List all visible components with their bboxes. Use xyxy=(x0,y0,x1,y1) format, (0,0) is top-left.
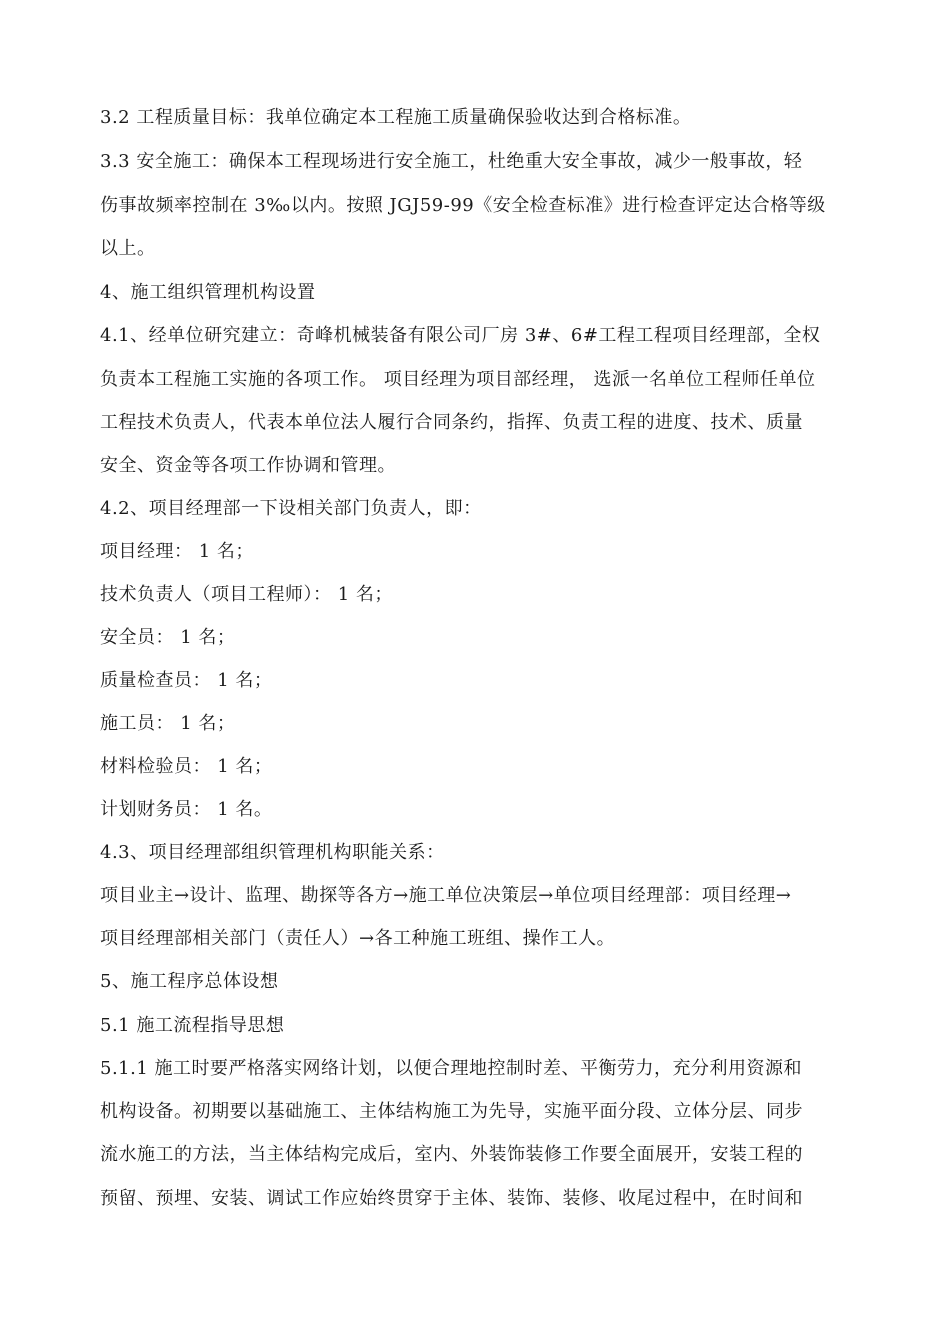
staff-list-item: 质量检查员： 1 名； xyxy=(100,670,273,691)
text-line: 3.2 工程质量目标：我单位确定本工程施工质量确保验收达到合格标准。 xyxy=(100,107,692,128)
section-heading: 4、施工组织管理机构设置 xyxy=(100,282,316,303)
subsection-heading: 5.1 施工流程指导思想 xyxy=(100,1015,285,1036)
text-line: 机构设备。初期要以基础施工、主体结构施工为先导，实施平面分段、立体分层、同步 xyxy=(100,1101,803,1122)
text-line: 伤事故频率控制在 3‰以内。按照 JGJ59-99《安全检查标准》进行检查评定达合格等级 xyxy=(100,195,826,216)
staff-list-item: 技术负责人（项目工程师）： 1 名； xyxy=(100,584,393,605)
staff-list-item: 安全员： 1 名； xyxy=(100,627,236,648)
text-line: 4.2、项目经理部一下设相关部门负责人，即： xyxy=(100,498,482,519)
text-line: 预留、预埋、安装、调试工作应始终贯穿于主体、装饰、装修、收尾过程中，在时间和 xyxy=(100,1188,803,1209)
staff-list-item: 项目经理： 1 名； xyxy=(100,541,254,562)
text-line: 负责本工程施工实施的各项工作。 项目经理为项目部经理， 选派一名单位工程师任单位 xyxy=(100,369,816,390)
text-line: 3.3 安全施工：确保本工程现场进行安全施工，杜绝重大安全事故，减少一般事故，轻 xyxy=(100,151,803,172)
text-line: 4.1、经单位研究建立：奇峰机械装备有限公司厂房 3#、6#工程工程项目经理部，全权 xyxy=(100,325,821,346)
text-line: 项目业主→设计、监理、勘探等各方→施工单位决策层→单位项目经理部：项目经理→ xyxy=(100,885,792,906)
staff-list-item: 施工员： 1 名； xyxy=(100,713,236,734)
text-line: 安全、资金等各项工作协调和管理。 xyxy=(100,455,396,476)
text-line: 4.3、项目经理部组织管理机构职能关系： xyxy=(100,842,445,863)
text-line: 项目经理部相关部门（责任人）→各工种施工班组、操作工人。 xyxy=(100,928,616,949)
text-line: 以上。 xyxy=(100,238,156,259)
text-line: 流水施工的方法，当主体结构完成后，室内、外装饰装修工作要全面展开，安装工程的 xyxy=(100,1144,803,1165)
staff-list-item: 材料检验员： 1 名； xyxy=(100,756,273,777)
section-heading: 5、施工程序总体设想 xyxy=(100,971,279,992)
text-line: 工程技术负责人，代表本单位法人履行合同条约，指挥、负责工程的进度、技术、质量 xyxy=(100,412,803,433)
staff-list-item: 计划财务员： 1 名。 xyxy=(100,799,273,820)
text-line: 5.1.1 施工时要严格落实网络计划，以便合理地控制时差、平衡劳力，充分利用资源和 xyxy=(100,1058,803,1079)
